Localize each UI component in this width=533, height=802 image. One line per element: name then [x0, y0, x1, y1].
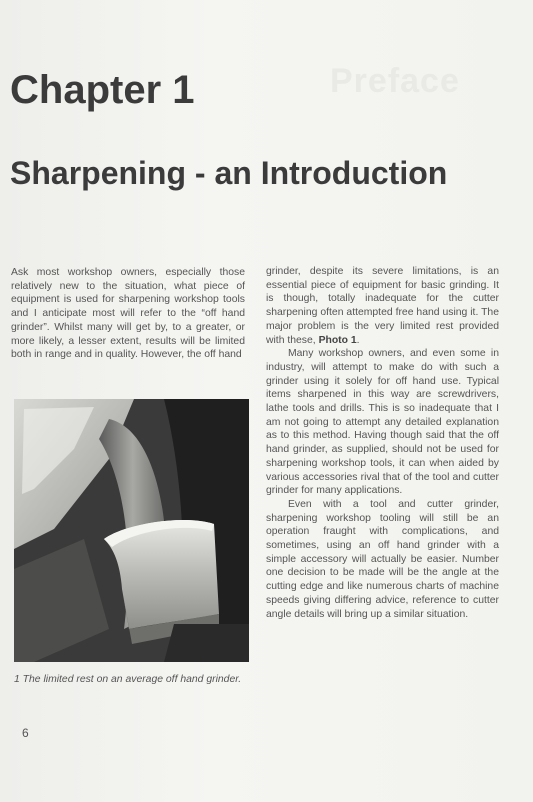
right-paragraph-3: Even with a tool and cutter grinder, sharpening workshop tooling will still be an operation fraught with complications, and sometimes, using an off hand grinder with a simple accessory will actually be easier. Number one decision to be made will be the angle at the cutting edge and like numerous charts of machine speeds giving differing advice, reference to cutter angle details will bring up a similar situation.	[266, 498, 499, 620]
right-paragraph-1-end: .	[356, 334, 360, 346]
right-paragraph-2: Many workshop owners, and even some in industry, will attempt to make do with such a grinder using it solely for off hand use. Typical items sharpened in this way are screwdrivers, lathe tools and drills. This is so inadequate that I am not going to attempt any detailed explanation as to this method. Having though said that the off hand grinder, as supplied, should not be used for sharpening workshop tools, it can when aided by various accessories rival that of the tool and cutter grinder for many applications.	[266, 348, 499, 497]
right-paragraph-1-text: grinder, despite its severe limitations, is an essential piece of equipment for basic grinding. It is though, totally inadequate for the cutter sharpening often attempted free hand using it. The major problem is the very limited rest provided with these,	[266, 266, 499, 346]
grinder-rest-image	[14, 399, 249, 662]
photo-reference: Photo 1	[318, 334, 357, 346]
right-column	[266, 265, 499, 621]
grinder-photo	[14, 399, 249, 662]
chapter-label: Chapter 1	[10, 68, 195, 112]
page-number: 6	[22, 726, 29, 740]
left-paragraph: Ask most workshop owners, especially those relatively new to the situation, what piece of equipment is used for sharpening workshop tools and I anticipate most will refer to the “off hand grinder”. Whilst many will get by, to a greater, or more likely, a lesser extent, results will be limited both in range and in quality. However, the off hand	[11, 267, 245, 361]
chapter-title: Sharpening - an Introduction	[10, 155, 448, 191]
show-through-heading: Preface	[330, 62, 460, 100]
photo-caption: 1 The limited rest on an average off hand grinder.	[14, 674, 242, 685]
left-column	[11, 266, 245, 362]
right-paragraph-1	[266, 265, 499, 347]
